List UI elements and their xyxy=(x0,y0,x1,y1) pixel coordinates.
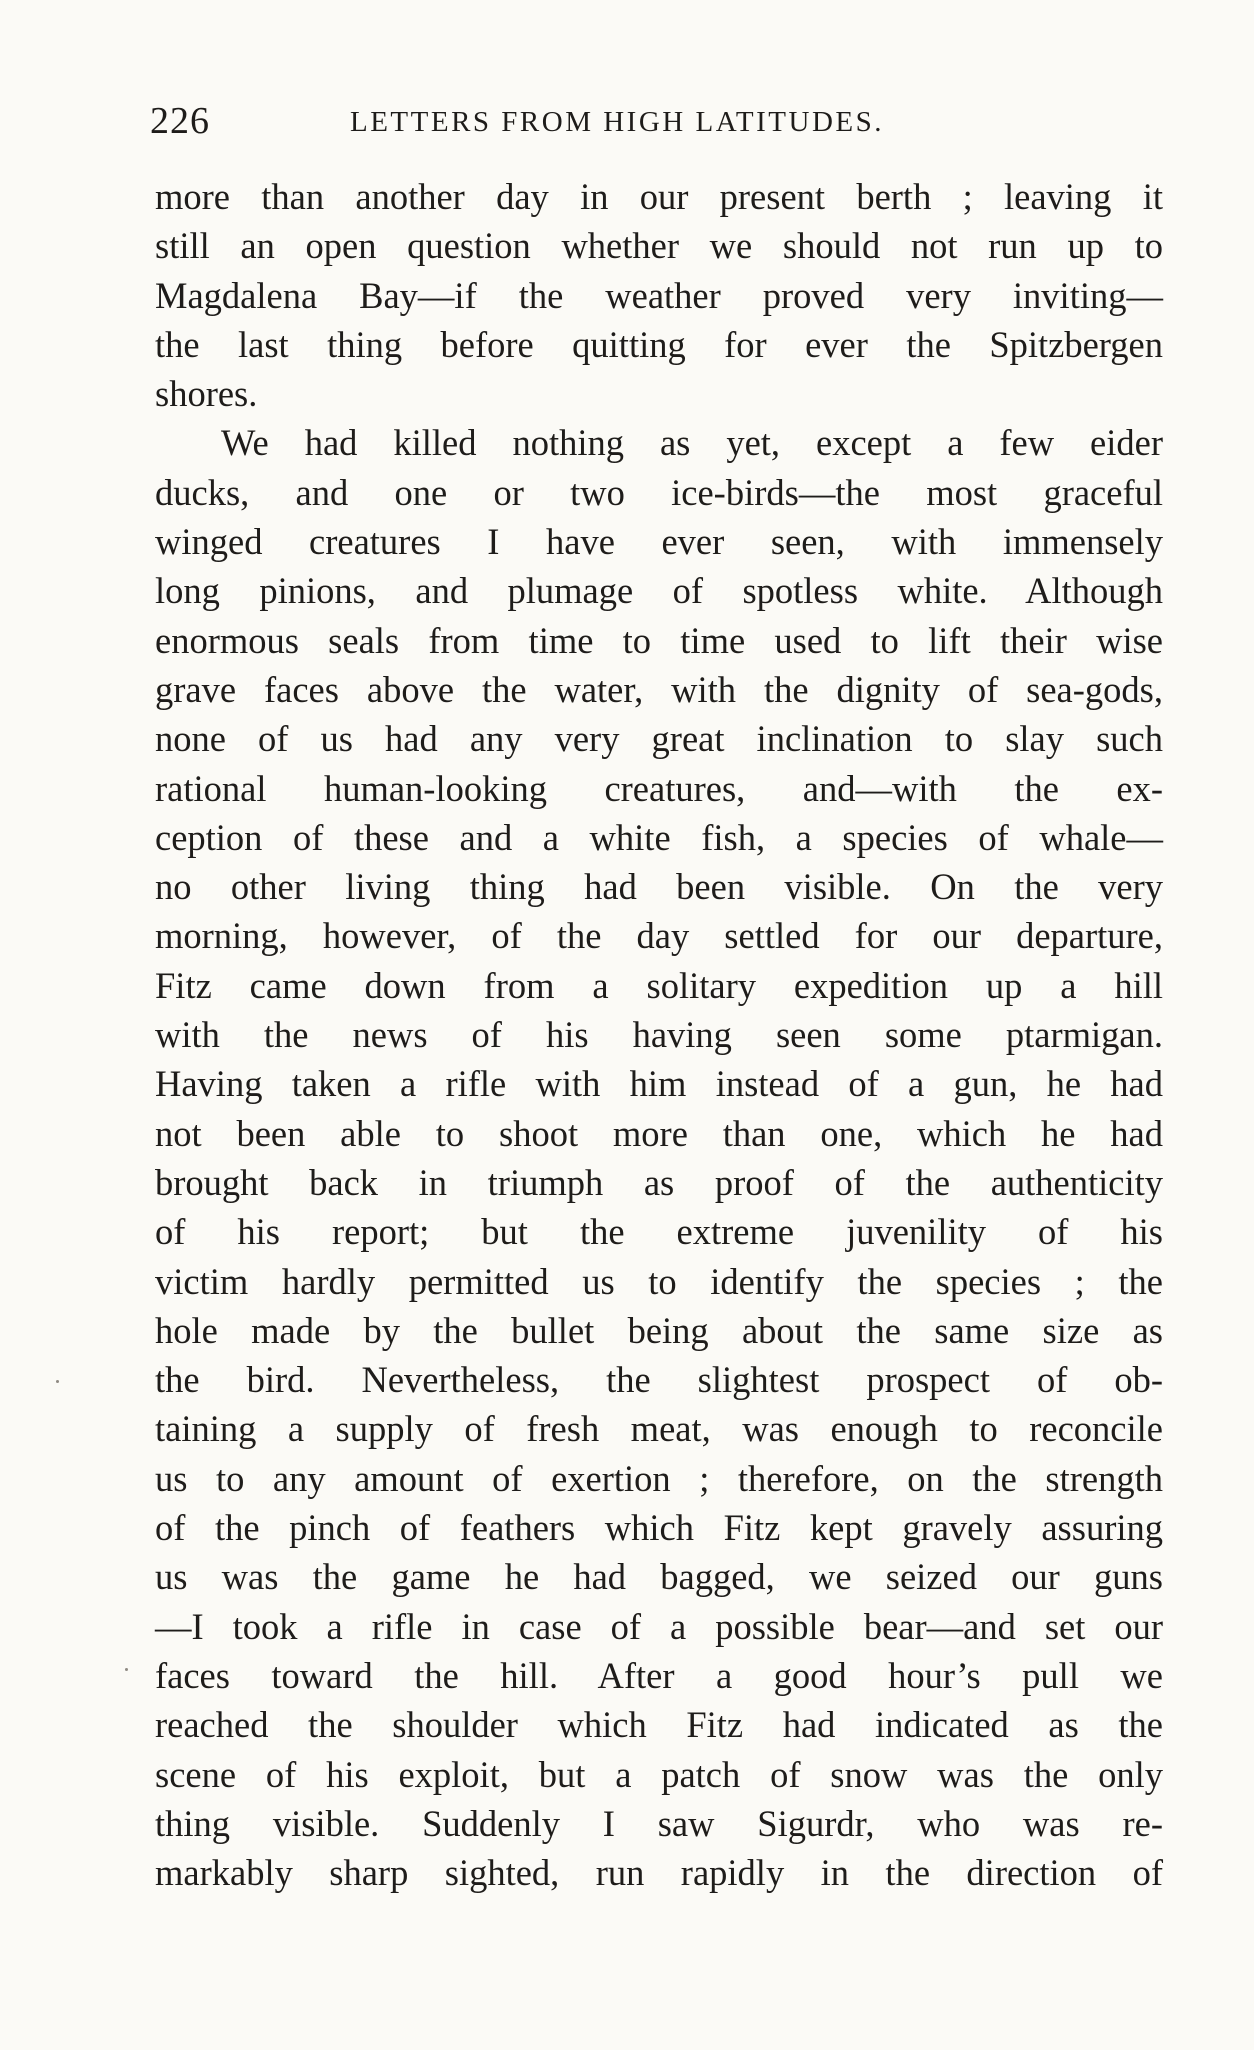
text-line: of the pinch of feathers which Fitz kept gravely assuring xyxy=(155,1507,1163,1549)
paragraph-first-line: We had killed nothing as yet, except a few eider xyxy=(221,422,1163,464)
text-line: us to any amount of exertion ; therefore, on the strength xyxy=(155,1457,1163,1499)
text-line: winged creatures I have ever seen, with immensely xyxy=(155,521,1163,563)
text-line: still an open question whether we should not run up to xyxy=(155,225,1163,267)
text-line: us was the game he had bagged, we seized our guns xyxy=(155,1556,1163,1598)
text-line: Magdalena Bay—if the weather proved very inviting— xyxy=(155,274,1163,316)
text-line: enormous seals from time to time used to lift their wise xyxy=(155,619,1163,661)
text-line: Having taken a rifle with him instead of a gun, he had xyxy=(155,1063,1163,1105)
text-line: ducks, and one or two ice-birds—the most graceful xyxy=(155,471,1163,513)
text-line: the bird. Nevertheless, the slightest prospect of ob- xyxy=(155,1359,1163,1401)
text-line: ception of these and a white fish, a species of whale— xyxy=(155,816,1163,858)
text-line: no other living thing had been visible. On the very xyxy=(155,866,1163,908)
margin-speck xyxy=(56,1380,59,1383)
text-line: with the news of his having seen some ptarmigan. xyxy=(155,1014,1163,1056)
text-line: shores. xyxy=(155,373,258,415)
running-head xyxy=(150,96,1160,146)
text-line: none of us had any very great inclination to slay such xyxy=(155,718,1163,760)
text-line: reached the shoulder which Fitz had indicated as the xyxy=(155,1704,1163,1746)
text-line: not been able to shoot more than one, which he had xyxy=(155,1112,1163,1154)
text-line: rational human-looking creatures, and—with the ex- xyxy=(155,767,1163,809)
text-line: hole made by the bullet being about the same size as xyxy=(155,1309,1163,1351)
text-line: morning, however, of the day settled for our departure, xyxy=(155,915,1163,957)
text-line: markably sharp sighted, run rapidly in the direction of xyxy=(155,1852,1163,1894)
text-line: thing visible. Suddenly I saw Sigurdr, who was re- xyxy=(155,1802,1163,1844)
text-line: faces toward the hill. After a good hour’s pull we xyxy=(155,1654,1163,1696)
text-line: Fitz came down from a solitary expedition up a hill xyxy=(155,964,1163,1006)
text-line: brought back in triumph as proof of the authenticity xyxy=(155,1161,1163,1203)
text-line: long pinions, and plumage of spotless white. Although xyxy=(155,570,1163,612)
margin-speck xyxy=(125,1668,128,1671)
text-line: grave faces above the water, with the dignity of sea-gods, xyxy=(155,668,1163,710)
text-line: taining a supply of fresh meat, was enough to reconcile xyxy=(155,1408,1163,1450)
body-text xyxy=(155,172,1163,1897)
text-line: scene of his exploit, but a patch of snow was the only xyxy=(155,1753,1163,1795)
text-line: victim hardly permitted us to identify the species ; the xyxy=(155,1260,1163,1302)
text-line: —I took a rifle in case of a possible bear—and set our xyxy=(155,1605,1163,1647)
page-number: 226 xyxy=(150,100,210,142)
text-line: of his report; but the extreme juvenility of his xyxy=(155,1211,1163,1253)
text-line: more than another day in our present berth ; leaving it xyxy=(155,176,1163,217)
running-title: LETTERS FROM HIGH LATITUDES. xyxy=(350,106,884,138)
text-line: the last thing before quitting for ever the Spitzbergen xyxy=(155,323,1163,365)
